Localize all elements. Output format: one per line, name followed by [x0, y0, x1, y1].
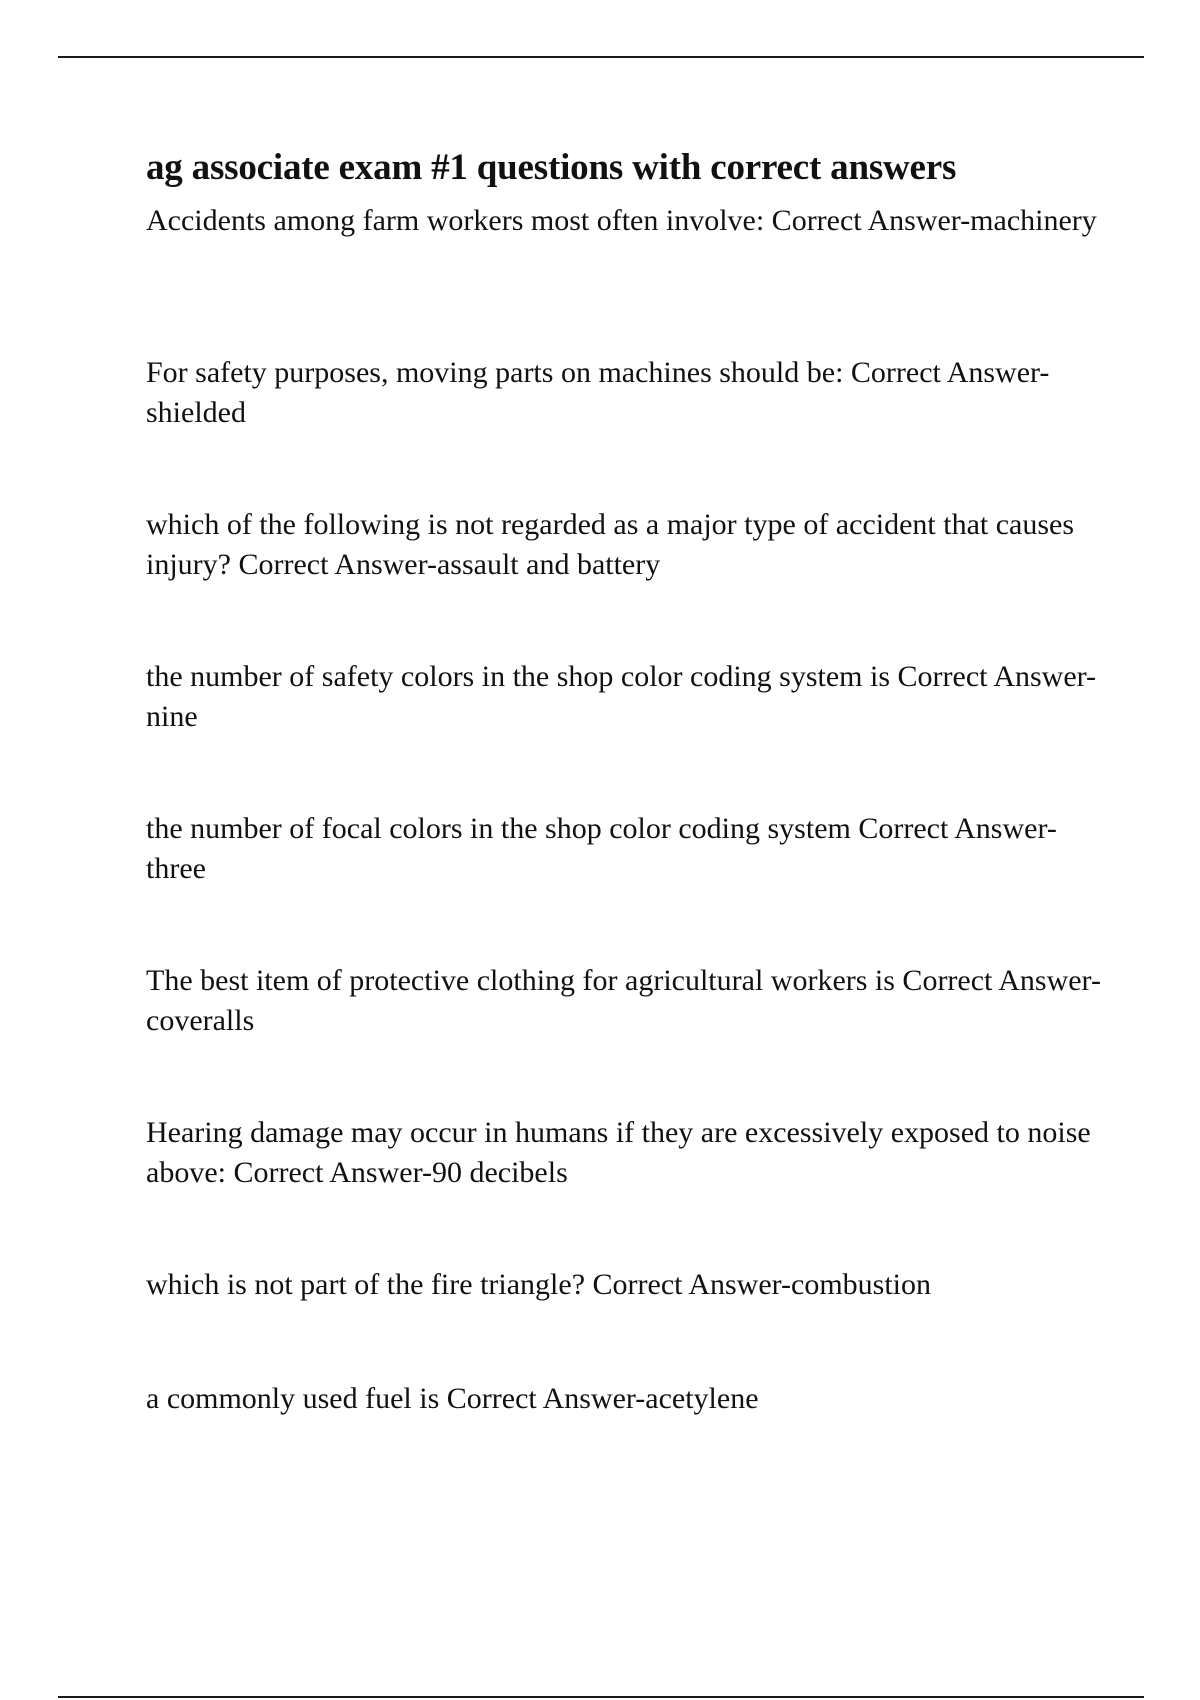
document-body — [146, 143, 1106, 1493]
qa-text: a commonly used fuel is Correct Answer-acetylene — [146, 1382, 759, 1415]
qa-text: the number of focal colors in the shop color coding system Correct Answer-three — [146, 812, 1057, 885]
list-item — [146, 1265, 1106, 1305]
list-item — [146, 1379, 1106, 1419]
qa-text: Hearing damage may occur in humans if they are excessively exposed to noise above: Correct Answer-90 decibels — [146, 1116, 1091, 1189]
header-rule — [58, 56, 1144, 58]
list-item — [146, 505, 1106, 585]
qa-text: For safety purposes, moving parts on machines should be: Correct Answer-shielded — [146, 356, 1050, 429]
footer-rule — [58, 1696, 1144, 1698]
list-item — [146, 961, 1106, 1041]
qa-text: which is not part of the fire triangle? Correct Answer-combustion — [146, 1268, 932, 1301]
list-item — [146, 1113, 1106, 1193]
list-item — [146, 657, 1106, 737]
page-title: ag associate exam #1 questions with correct answers — [146, 147, 957, 188]
qa-text: The best item of protective clothing for agricultural workers is Correct Answer-coveralls — [146, 964, 1101, 1037]
list-item — [146, 201, 1106, 281]
qa-text: which of the following is not regarded as a major type of accident that causes injury? Correct Answer-assault and battery — [146, 508, 1075, 581]
qa-text: the number of safety colors in the shop color coding system is Correct Answer-nine — [146, 660, 1097, 733]
qa-text: Accidents among farm workers most often involve: Correct Answer-machinery — [146, 204, 1097, 237]
qa-list — [146, 201, 1106, 1419]
list-item — [146, 809, 1106, 889]
list-item — [146, 353, 1106, 433]
